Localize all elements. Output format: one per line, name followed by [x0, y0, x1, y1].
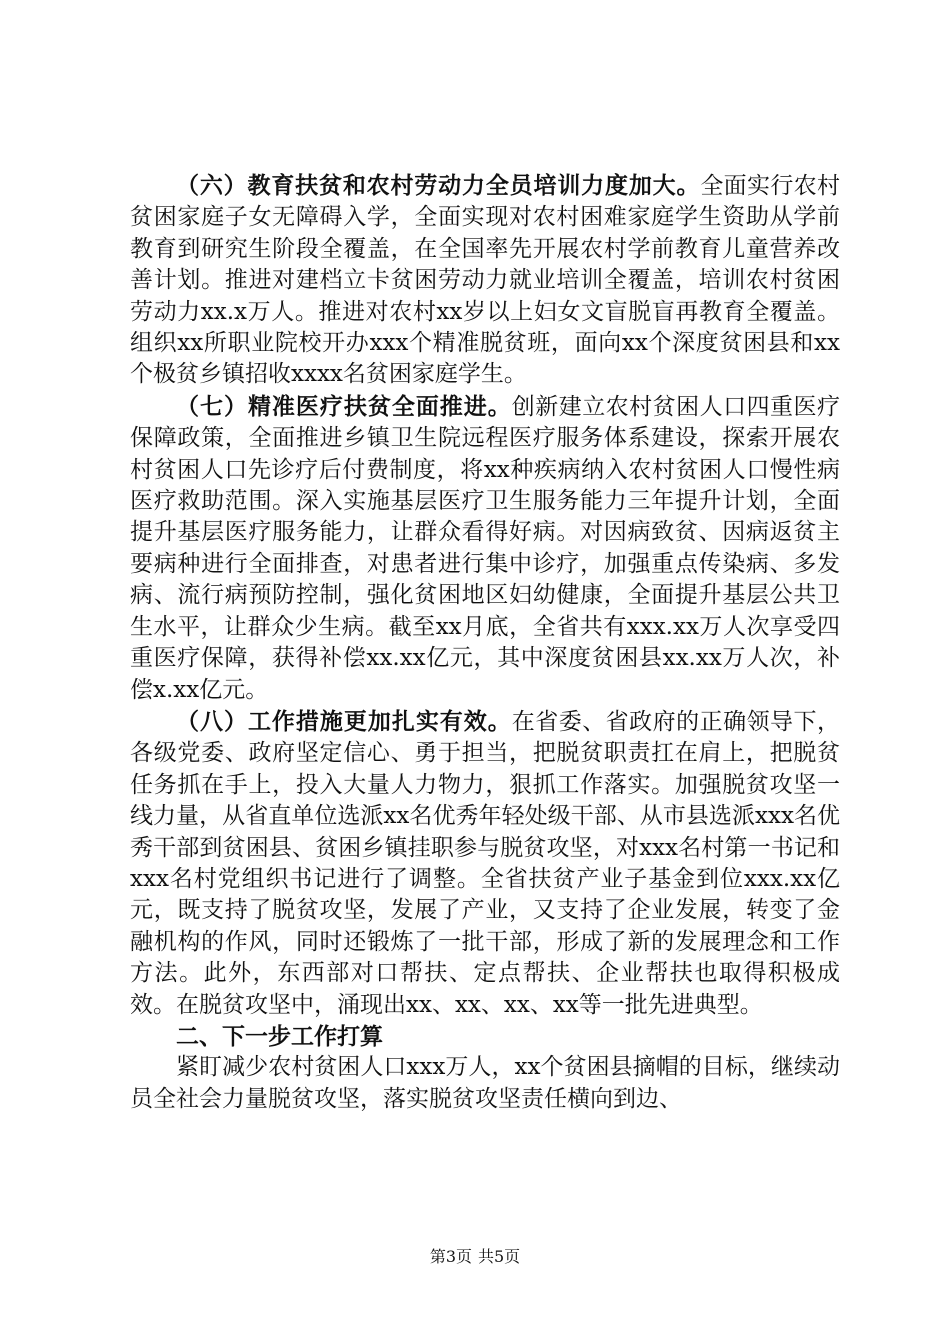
paragraph-lead: （七）精准医疗扶贫全面推进。: [176, 392, 512, 420]
document-body: [130, 170, 840, 1115]
section-heading: 二、下一步工作打算: [176, 1022, 383, 1050]
paragraph-next-steps: 紧盯减少农村贫困人口xxx万人，xx个贫困县摘帽的目标，继续动员全社会力量脱贫攻坚，落实脱贫攻坚责任横向到边、: [130, 1054, 840, 1112]
paragraph-education-poverty: [130, 170, 840, 391]
paragraph-lead: （六）教育扶贫和农村劳动力全员培训力度加大。: [176, 172, 701, 199]
paragraph-medical-poverty: [130, 391, 840, 706]
paragraph-work-measures: [130, 706, 840, 1021]
paragraph-text: 创新建立农村贫困人口四重医疗保障政策，全面推进乡镇卫生院远程医疗服务体系建设，探索开展农村贫困人口先诊疗后付费制度，将xx种疾病纳入农村贫困人口慢性病医疗救助范围。深入实施基层医疗卫生服务能力三年提升计划，全面提升基层医疗服务能力，让群众看得好病。对因病致贫、因病返贫主要病种进行全面排查，对患者进行集中诊疗，加强重点传染病、多发病、流行病预防控制，强化贫困地区妇幼健康，全面提升基层公共卫生水平，让群众少生病。截至xx月底，全省共有xxx.xx万人次享受四重医疗保障，获得补偿xx.xx亿元，其中深度贫困县xx.xx万人次，补偿x.xx亿元。: [130, 393, 841, 703]
paragraph-text: 在省委、省政府的正确领导下，各级党委、政府坚定信心、勇于担当，把脱贫职责扛在肩上，把脱贫任务抓在手上，投入大量人力物力，狠抓工作落实。加强脱贫攻坚一线力量，从省直单位选派xx名优秀年轻处级干部、从市县选派xxx名优秀干部到贫困县、贫困乡镇挂职参与脱贫攻坚，对xxx名村第一书记和xxx名村党组织书记进行了调整。全省扶贫产业子基金到位xxx.xx亿元，既支持了脱贫攻坚，发展了产业，又支持了企业发展，转变了金融机构的作风，同时还锻炼了一批干部，形成了新的发展理念和工作方法。此外，东西部对口帮扶、定点帮扶、企业帮扶也取得积极成效。在脱贫攻坚中，涌现出xx、xx、xx、xx等一批先进典型。: [130, 708, 841, 1018]
paragraph-text: 全面实行农村贫困家庭子女无障碍入学，全面实现对农村困难家庭学生资助从学前教育到研究生阶段全覆盖，在全国率先开展农村学前教育儿童营养改善计划。推进对建档立卡贫困劳动力就业培训全覆盖，培训农村贫困劳动力xx.x万人。推进对农村xx岁以上妇女文盲脱盲再教育全覆盖。组织xx所职业院校开办xxx个精准脱贫班，面向xx个深度贫困县和xx个极贫乡镇招收xxxx名贫困家庭学生。: [130, 173, 841, 388]
page-total: 共5页: [478, 1247, 521, 1266]
page-number: 第3页: [429, 1247, 472, 1266]
paragraph-lead: （八）工作措施更加扎实有效。: [176, 707, 512, 735]
page-footer: [0, 1244, 950, 1267]
